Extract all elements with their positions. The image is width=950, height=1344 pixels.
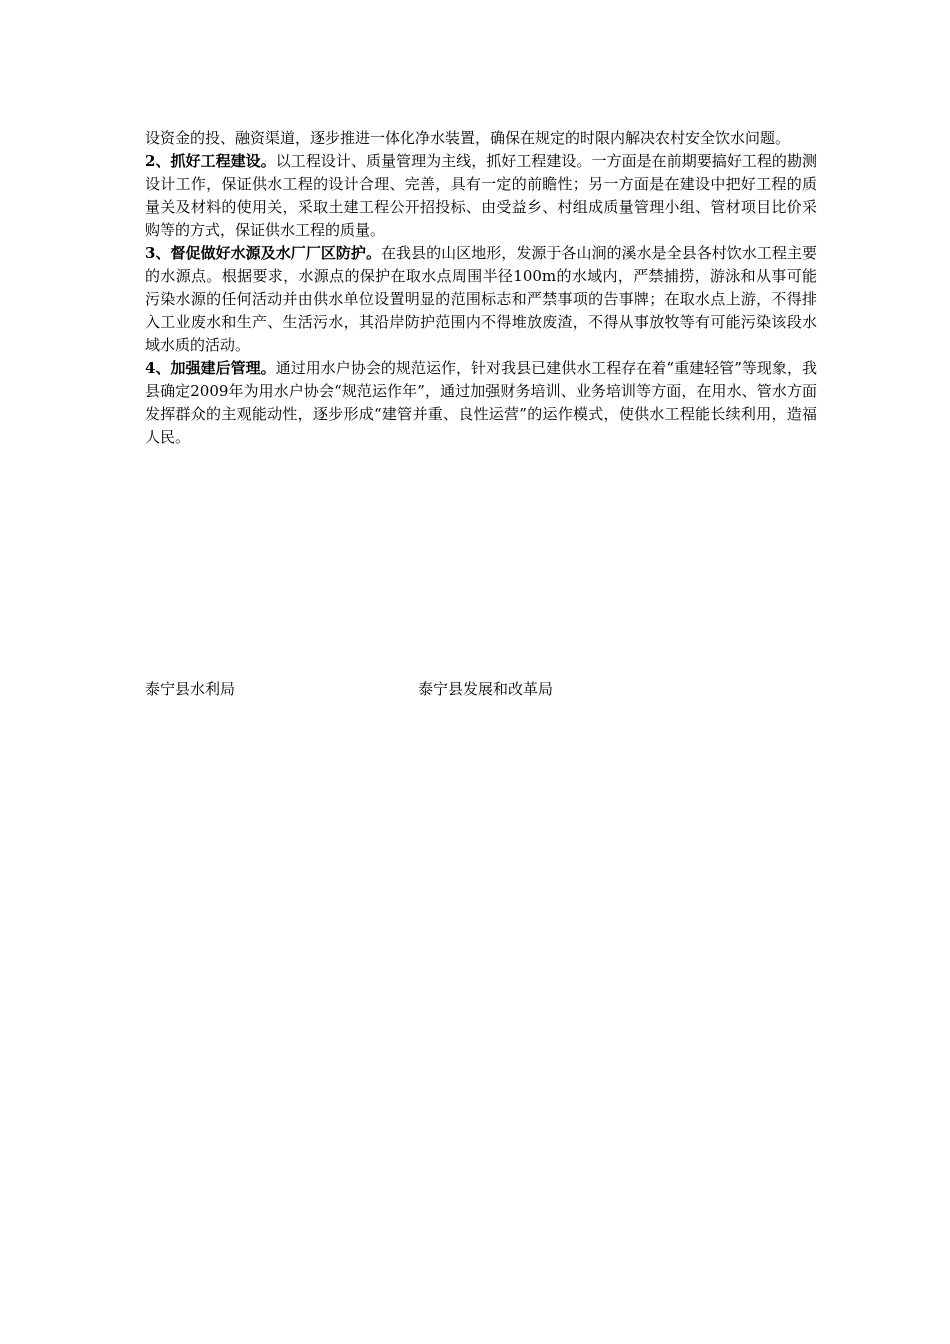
section-item-3	[145, 242, 817, 357]
signature-development-reform-bureau: 泰宁县发展和改革局	[418, 680, 554, 698]
section-heading: 3、督促做好水源及水厂厂区防护。	[145, 244, 381, 262]
section-text: 在我县的山区地形，发源于各山涧的溪水是全县各村饮水工程主要的水源点。根据要求，水源点的保护在取水点周围半径100m的水域内，严禁捕捞，游泳和从事可能污染水源的任何活动并由供水单位设置明显的范围标志和严禁事项的告事牌；在取水点上游，不得排入工业废水和生产、生活污水，其沿岸防护范围内不得堆放废渣，不得从事放牧等有可能污染该段水域水质的活动。	[145, 244, 817, 354]
section-text: 以工程设计、质量管理为主线，抓好工程建设。一方面是在前期要搞好工程的勘测设计工作，保证供水工程的设计合理、完善，具有一定的前瞻性；另一方面是在建设中把好工程的质量关及材料的使用关，采取土建工程公开招投标、由受益乡、村组成质量管理小组、管材项目比价采购等的方式，保证供水工程的质量。	[145, 152, 817, 239]
document-body	[145, 127, 817, 449]
signature-block	[145, 678, 817, 702]
continuation-paragraph: 设资金的投、融资渠道，逐步推进一体化净水装置，确保在规定的时限内解决农村安全饮水问题。	[145, 129, 791, 147]
section-heading: 2、抓好工程建设。	[145, 152, 276, 170]
section-heading: 4、加强建后管理。	[145, 359, 276, 377]
section-text: 通过用水户协会的规范运作，针对我县已建供水工程存在着“重建轻管”等现象，我县确定2009年为用水户协会“规范运作年”，通过加强财务培训、业务培训等方面，在用水、管水方面发挥群众的主观能动性，逐步形成“建管并重、良性运营”的运作模式，使供水工程能长续利用，造福人民。	[145, 359, 817, 446]
section-item-2	[145, 150, 817, 242]
section-item-4	[145, 357, 817, 449]
signature-water-bureau: 泰宁县水利局	[145, 680, 236, 698]
